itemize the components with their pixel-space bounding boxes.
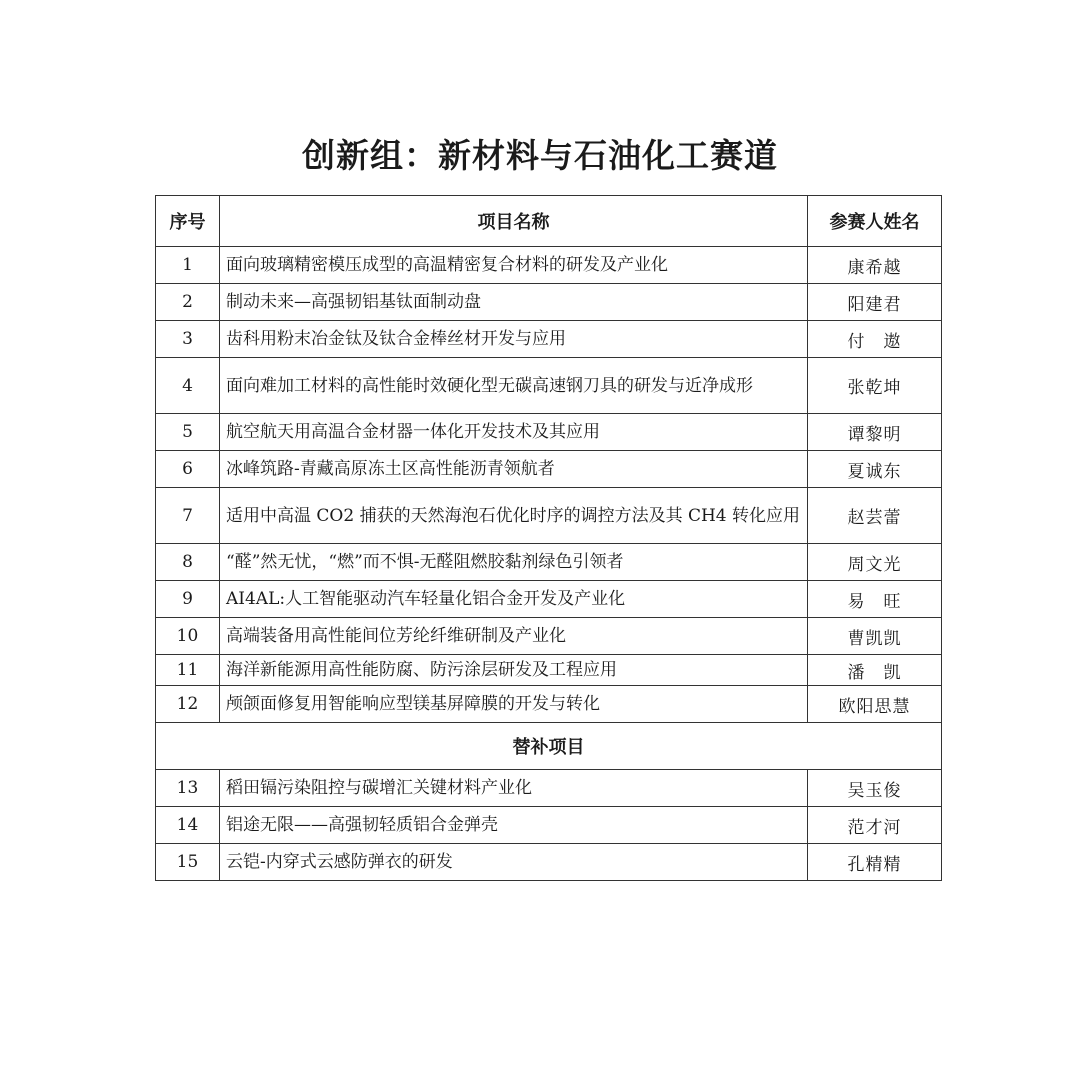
table-row — [156, 807, 942, 844]
row-participant: 谭黎明 — [808, 414, 942, 451]
row-project-name: AI4AL:人工智能驱动汽车轻量化铝合金开发及产业化 — [220, 581, 808, 618]
table-row — [156, 581, 942, 618]
row-participant: 张乾坤 — [808, 358, 942, 414]
row-number: 8 — [156, 544, 220, 581]
alternates-section-label: 替补项目 — [156, 723, 942, 770]
page-title: 创新组：新材料与石油化工赛道 — [302, 136, 778, 175]
row-project-name: 面向玻璃精密模压成型的高温精密复合材料的研发及产业化 — [220, 247, 808, 284]
row-project-name: 适用中高温 CO2 捕获的天然海泡石优化时序的调控方法及其 CH4 转化应用 — [220, 488, 808, 544]
row-number: 6 — [156, 451, 220, 488]
table-row — [156, 844, 942, 881]
row-participant: 曹凯凯 — [808, 618, 942, 655]
table-row — [156, 686, 942, 723]
row-project-name: 面向难加工材料的高性能时效硬化型无碳高速钢刀具的研发与近净成形 — [220, 358, 808, 414]
row-number: 5 — [156, 414, 220, 451]
table-row — [156, 770, 942, 807]
row-participant: 范才河 — [808, 807, 942, 844]
row-number: 7 — [156, 488, 220, 544]
row-number: 15 — [156, 844, 220, 881]
table-row — [156, 414, 942, 451]
row-participant: 易 旺 — [808, 581, 942, 618]
row-project-name: 云铠-内穿式云感防弹衣的研发 — [220, 844, 808, 881]
table-row — [156, 284, 942, 321]
table-row — [156, 655, 942, 686]
header-participant: 参赛人姓名 — [808, 196, 942, 247]
row-number: 13 — [156, 770, 220, 807]
row-project-name: “醛”然无忧，“燃”而不惧-无醛阻燃胶黏剂绿色引领者 — [220, 544, 808, 581]
row-project-name: 齿科用粉末冶金钛及钛合金棒丝材开发与应用 — [220, 321, 808, 358]
row-project-name: 航空航天用高温合金材器一体化开发技术及其应用 — [220, 414, 808, 451]
row-number: 9 — [156, 581, 220, 618]
row-participant: 潘 凯 — [808, 655, 942, 686]
row-participant: 夏诚东 — [808, 451, 942, 488]
row-number: 12 — [156, 686, 220, 723]
alternates-section-row — [156, 723, 942, 770]
table-header-row — [156, 196, 942, 247]
row-participant: 周文光 — [808, 544, 942, 581]
project-table — [155, 195, 942, 881]
row-number: 2 — [156, 284, 220, 321]
table-row — [156, 488, 942, 544]
table-row — [156, 321, 942, 358]
row-participant: 欧阳思慧 — [808, 686, 942, 723]
row-participant: 吴玉俊 — [808, 770, 942, 807]
header-number: 序号 — [156, 196, 220, 247]
row-number: 11 — [156, 655, 220, 686]
row-participant: 康希越 — [808, 247, 942, 284]
row-number: 4 — [156, 358, 220, 414]
row-participant: 付 遨 — [808, 321, 942, 358]
table-row — [156, 618, 942, 655]
table-row — [156, 451, 942, 488]
row-project-name: 高端装备用高性能间位芳纶纤维研制及产业化 — [220, 618, 808, 655]
table-row — [156, 247, 942, 284]
row-participant: 赵芸蕾 — [808, 488, 942, 544]
row-project-name: 铝途无限——高强韧轻质铝合金弹壳 — [220, 807, 808, 844]
row-project-name: 冰峰筑路-青藏高原冻土区高性能沥青领航者 — [220, 451, 808, 488]
row-number: 10 — [156, 618, 220, 655]
header-project-name: 项目名称 — [220, 196, 808, 247]
row-project-name: 稻田镉污染阻控与碳增汇关键材料产业化 — [220, 770, 808, 807]
row-participant: 孔精精 — [808, 844, 942, 881]
table-row — [156, 544, 942, 581]
row-number: 1 — [156, 247, 220, 284]
row-number: 3 — [156, 321, 220, 358]
row-project-name: 制动未来—高强韧铝基钛面制动盘 — [220, 284, 808, 321]
table-row — [156, 358, 942, 414]
row-number: 14 — [156, 807, 220, 844]
row-participant: 阳建君 — [808, 284, 942, 321]
row-project-name: 颅颌面修复用智能响应型镁基屏障膜的开发与转化 — [220, 686, 808, 723]
row-project-name: 海洋新能源用高性能防腐、防污涂层研发及工程应用 — [220, 655, 808, 686]
